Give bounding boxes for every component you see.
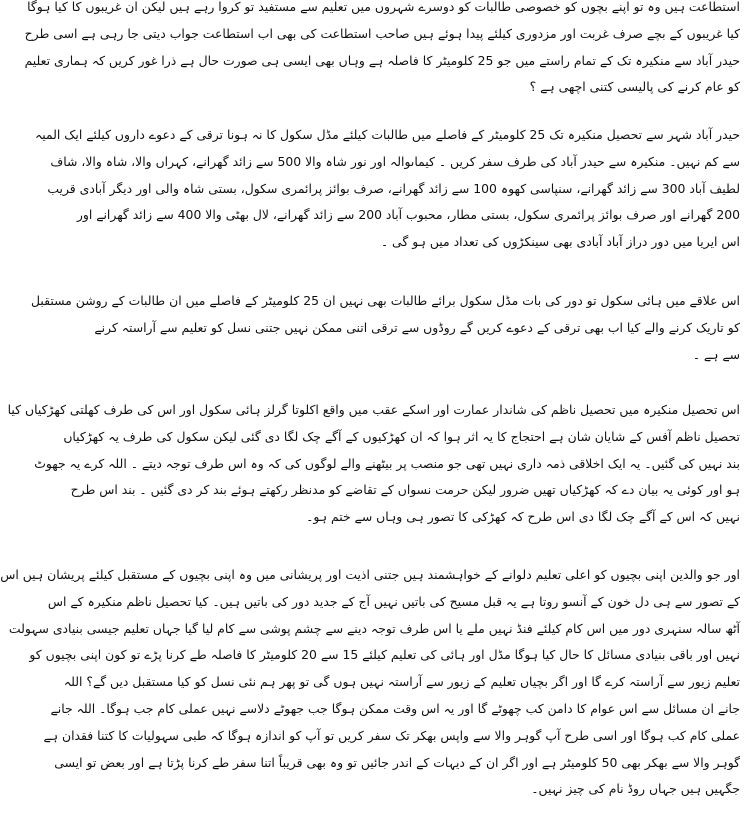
paragraph-3 [31,288,740,368]
paragraph-line: بند نہیں کی گئیں۔ یہ ایک اخلاقی ذمہ داری نہیں تھی جو منصب پر بیٹھنے والے لوگوں کی کہ وہ اس طرف توجہ دیتے ۔ اللہ کرے یہ جھوٹ [34,455,740,471]
paragraph-line: گوہر والا سے بھکر بھی 50 کلومیٹر ہے اور اگر ان کے دیہات کے اندر جائیں تو وہ بھی قریباً اتنا سفر طے کرنا پڑتا ہے اور بعض تو ایسی [54,754,740,770]
paragraph-line: عملی کام کب ہوگا اور اسی طرح آپ گوہر والا سے واپس بھکر تک سفر کریں تو آپ کو اندازہ ہوگا کہ طبی سہولیات کا کتنا فقدان ہے [43,727,740,743]
paragraph-4 [7,397,740,531]
paragraph-line: سے ہے ۔ [692,346,740,362]
paragraph-line: جگہیں ہیں جہاں روڈ نام کی چیز نہیں۔ [531,781,740,797]
paragraph-line: اور جو والدین اپنی بچیوں کو اعلی تعلیم دلوانے کے خواہشمند ہیں جتنی اذیت اور پریشانی میں وہ اپنی بچیوں کے مستقبل کیلئے پریشان ہیں اس [0,567,740,582]
paragraph-line: تعلیم زیور سے آراستہ کرے گا اور اگر بچیاں تعلیم کے زیور سے آراستہ نہیں ہوں گی تو پھر ہم نئی نسل کو کیا مستقبل دیں گے؟ اللہ [63,674,740,690]
paragraph-line: لطیف آباد 300 سے زائد گھرانے، سنپاسی کھوہ 100 سے زائد گھرانے، صرف بوائز پرائمری سکول، بستی شاہ والی اور دیگر آبادی قریب [47,180,740,196]
paragraph-line: اس تحصیل منکیرہ میں تحصیل ناظم کی شاندار عمارت اور اسکے عقب میں واقع اکلوتا گرلز ہائی سکول اور اس کی طرف کھلتی کھڑکیاں کیا [7,402,740,417]
paragraph-line: سے کم نہیں۔ منکیرہ سے حیدر آباد کی طرف سفر کریں ۔ کیماںوالہ اور نور شاہ والا 500 سے زائد گھرانے، کہراں والا، شاہ والا، شاف [50,153,740,169]
paragraph-line: 200 گھرانے اور صرف بوائز پرائمری سکول، بستی مطار، محبوب آباد 200 سے زائد گھرانے، لال بھٹی والا 400 سے زائد گھرانے اور [76,207,740,223]
paragraph-line: اس علاقے میں ہائی سکول تو دور کی بات مڈل سکول برائے طالبات بھی نہیں ان 25 کلومیٹر کے فاصلے میں ان طالبات کے روشن مستقبل [31,293,740,308]
paragraph-line: آٹھ سالہ سنہری دور میں اس کام کیلئے فنڈ نہیں ملے یا اس طرف توجہ دینے سے چشم پوشی سے کام لیا گیا جہاں تعلیم جیسی بنیادی سہولت [8,620,740,636]
paragraph-line: جانے ان مسائل سے اس عوام کا دامن کب چھوٹے گا اور یہ اس وقت ممکن ہوگا جب جھوٹے دلاسے نہیں عملی کام جب ہوگا۔ اللہ جانے [50,700,740,716]
paragraph-line: تحصیل ناظم آفس کے شایان شان ہے احتجاج کا یہ اثر ہوا کہ ان کھڑکیوں کے آگے چک لگا دی گئی لیکن سکول کی طرف یہ کھڑکیاں [63,428,740,444]
paragraph-line: حیدر آباد شہر سے تحصیل منکیرہ تک 25 کلومیٹر کے فاصلے میں طالبات کیلئے مڈل سکول کا نہ ہونا ترقی کے دعوے داروں کیلئے ایک المیہ [34,127,740,142]
paragraph-line: حیدر آباد سے منکیرہ تک کے تمام راستے میں جو 25 کلومیٹر کا فاصلہ ہے وہاں بھی ایسی ہی صورت حال ہے ذرا غور کریں کہ ہماری تعلیم [24,52,740,68]
paragraph-line: اس ایریا میں دور دراز آباد آبادی بھی سینکڑوں کی تعداد میں ہو گی ۔ [380,234,740,250]
paragraph-2 [34,122,740,256]
paragraph-1 [24,0,740,101]
paragraph-line: کو تاریک کرنے والے کیا اب بھی ترقی کے دعوے کریں گے روڈوں سے ترقی اتنی ممکن نہیں جتنی نسل کو تعلیم سے آراستہ کرنے [94,319,740,335]
paragraph-line: کے تصور سے ہی دل خون کے آنسو روتا ہے یہ قبل مسیح کی باتیں نہیں آج کے جدید دور کی باتیں ہیں۔ کیا تحصیل ناظم منکیرہ کے اس [47,593,740,609]
paragraph-5 [0,562,740,803]
paragraph-line: نہیں اور باقی بنیادی مسائل کا حال کیا ہوگا مڈل اور ہائی کی تعلیم کیلئے 15 سے 20 کلومیٹر کا فاصلہ طے کرنا پڑے تو کون اپنی بچیوں کو [29,647,740,663]
paragraph-line: کو عام کرنے کی پالیسی کتنی اچھی ہے ؟ [529,79,740,95]
paragraph-line: نہیں کہ اس کے آگے چک لگا دی اس طرح کہ کھڑکی کا تصور ہی وہاں سے ختم ہو۔ [306,509,740,525]
paragraph-line: کیا غریبوں کے بچے صرف غربت اور مزدوری کیلئے پیدا ہوئے ہیں صاحب استطاعت کی بھی اب استطاعت جواب دیتی جا رہی ہے اسی طرح [24,25,740,41]
paragraph-line: استطاعت ہیں وہ تو اپنے بچوں کو خصوصی طالبات کو دوسرے شہروں میں تعلیم سے مستفید تو کروا رہے ہیں لیکن ان غریبوں کا کیا ہوگا [27,0,740,14]
paragraph-line: ہو اور کوئی یہ بیان دے کہ کھڑکیاں تھیں ضرور لیکن حرمت نسواں کے تقاضے کو مدنظر رکھتے ہوئے بند کر دی گئیں ۔ بند اس طرح [70,482,740,498]
